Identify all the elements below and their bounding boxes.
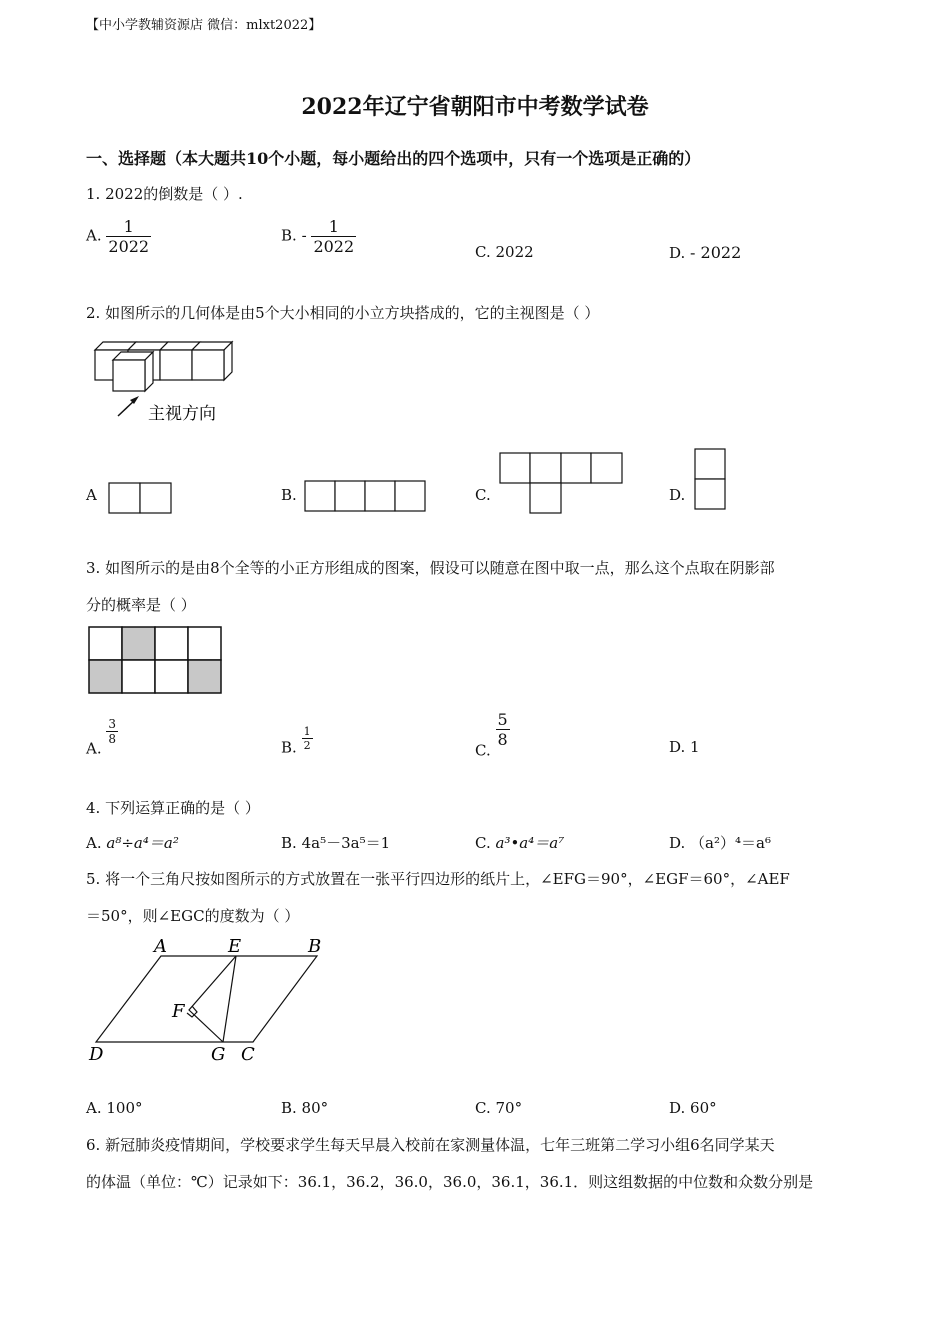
- q4-option-d: [669, 832, 771, 853]
- q4-option-c: [475, 832, 564, 853]
- q3-option-c: [475, 710, 510, 760]
- q1-stem: 1. 2022的倒数是（ ）.: [86, 185, 243, 203]
- q1-d-value: - 2022: [690, 243, 742, 262]
- q5-stem-line1: 5. 将一个三角尺按如图所示的方式放置在一张平行四边形的纸片上，∠EFG＝90°，∠EGF＝60°，∠AEF: [86, 870, 790, 888]
- q6-stem-line1: 6. 新冠肺炎疫情期间，学校要求学生每天早晨入校前在家测量体温，七年三班第二学习小组6名同学某天: [86, 1136, 775, 1154]
- q5-option-b: B. 80°: [281, 1099, 329, 1117]
- q2-stem: 2. 如图所示的几何体是由5个大小相同的小立方块搭成的，它的主视图是（ ）: [86, 304, 600, 322]
- q4-d-expr: （a²）⁴＝a⁶: [690, 834, 771, 852]
- q3-c-denominator: 8: [497, 730, 508, 749]
- q1-d-label: D.: [669, 244, 686, 262]
- q5-stem-line2: ＝50°，则∠EGC的度数为（ ）: [86, 907, 300, 925]
- q5-parallelogram-figure: [86, 934, 336, 1070]
- q3-option-a: [86, 717, 118, 758]
- q1-b-sign: -: [301, 226, 307, 245]
- q4-b-expr: 4a⁵－3a⁵＝1: [301, 834, 391, 852]
- q5-label-d: D: [89, 1044, 104, 1065]
- q3-stem-line1: 3. 如图所示的是由8个全等的小正方形组成的图案，假设可以随意在图中取一点，那么这个点取在阴影部: [86, 559, 775, 577]
- q3-c-label: C.: [475, 741, 491, 760]
- q3-grid-figure: [88, 626, 224, 696]
- q4-d-label: D.: [669, 834, 686, 852]
- q2-option-c-label: C.: [475, 486, 491, 504]
- q3-a-label: A.: [86, 739, 102, 758]
- q1-b-label: B.: [281, 226, 297, 245]
- q2-option-b-figure: [304, 480, 428, 514]
- q3-stem-line2: 分的概率是（ ）: [86, 596, 196, 614]
- q4-c-expr: a³•a⁴＝a⁷: [495, 834, 565, 852]
- q2-cube-figure: [90, 338, 240, 428]
- q5-label-g: G: [211, 1044, 226, 1065]
- q1-b-numerator: 1: [328, 217, 339, 236]
- q3-a-numerator: 3: [108, 717, 117, 731]
- q5-option-d: D. 60°: [669, 1099, 717, 1117]
- q2-direction-label: 主视方向: [148, 404, 216, 424]
- q3-b-label: B.: [281, 738, 297, 757]
- q2-option-b-label: B.: [281, 486, 297, 504]
- q3-option-b: [281, 725, 313, 757]
- q2-option-c-figure: [499, 452, 625, 516]
- q1-b-denominator: 2022: [313, 237, 355, 256]
- q1-option-b: [281, 217, 356, 256]
- q1-option-a: [86, 217, 151, 256]
- q4-c-label: C.: [475, 834, 491, 852]
- q3-option-d: D. 1: [669, 738, 700, 756]
- q4-stem: 4. 下列运算正确的是（ ）: [86, 799, 260, 817]
- q4-b-label: B.: [281, 834, 297, 852]
- q5-option-c: C. 70°: [475, 1099, 523, 1117]
- q1-option-d: [669, 243, 741, 262]
- q4-option-b: [281, 832, 390, 853]
- q1-a-denominator: 2022: [108, 237, 150, 256]
- section-heading: 一、选择题（本大题共10个小题，每小题给出的四个选项中，只有一个选项是正确的）: [86, 149, 701, 168]
- q1-option-c: C. 2022: [475, 243, 534, 261]
- q4-option-a: [86, 832, 179, 853]
- q5-label-b: B: [308, 936, 322, 957]
- page-header: 【中小学教辅资源店 微信：mlxt2022】: [86, 18, 322, 33]
- q3-c-numerator: 5: [497, 710, 508, 729]
- q2-option-d-figure: [694, 448, 728, 512]
- q3-b-numerator: 1: [303, 725, 311, 738]
- q5-option-a: A. 100°: [86, 1099, 143, 1117]
- q5-label-c: C: [241, 1044, 255, 1065]
- q6-stem-line2: 的体温（单位：℃）记录如下：36.1，36.2，36.0，36.0，36.1，36.1．则这组数据的中位数和众数分别是: [86, 1173, 814, 1191]
- q4-a-expr: a⁸÷a⁴＝a²: [106, 834, 179, 852]
- q5-label-f: F: [172, 1001, 185, 1022]
- q2-option-a-figure: [108, 482, 174, 516]
- exam-title: 2022年辽宁省朝阳市中考数学试卷: [301, 94, 649, 120]
- q3-a-denominator: 8: [108, 732, 117, 746]
- q1-a-numerator: 1: [123, 217, 134, 236]
- q2-option-d-label: D.: [669, 486, 686, 504]
- q4-a-label: A.: [86, 834, 102, 852]
- q2-option-a-label: A: [86, 486, 97, 504]
- q1-a-label: A.: [86, 226, 102, 245]
- q3-b-denominator: 2: [303, 739, 311, 752]
- q5-label-a: A: [154, 936, 167, 957]
- q5-label-e: E: [228, 936, 242, 957]
